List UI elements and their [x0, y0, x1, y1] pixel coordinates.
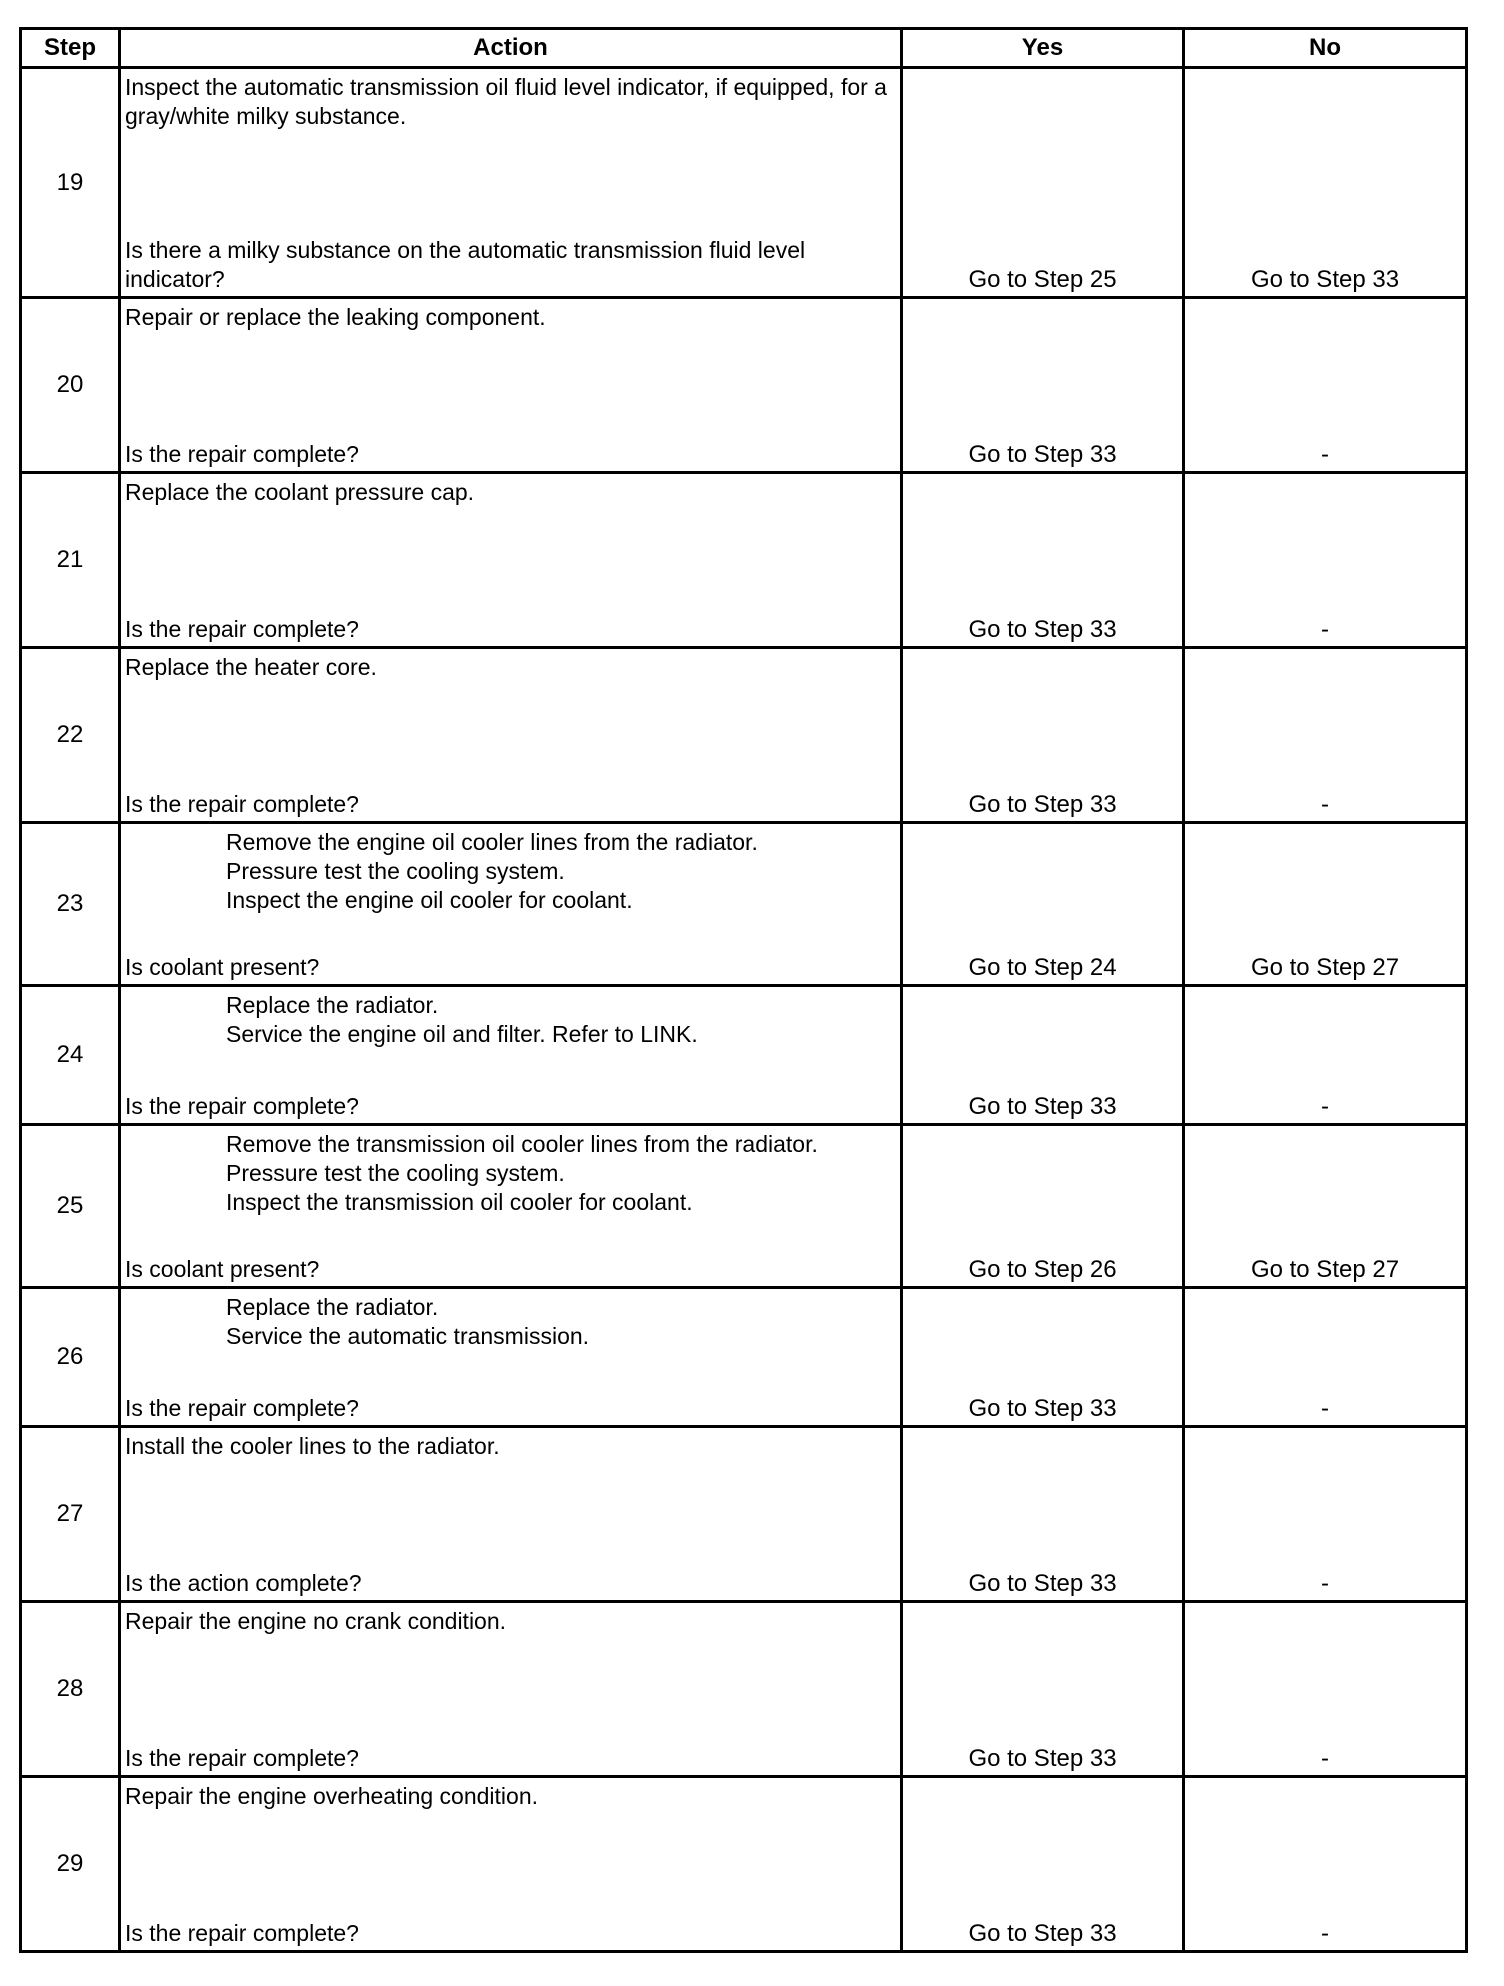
action-question: Is the repair complete? — [125, 441, 359, 467]
step-number: 24 — [21, 986, 120, 1125]
yes-result: Go to Step 26 — [968, 1256, 1117, 1283]
instruction-line: Remove the transmission oil cooler lines from the radiator. — [226, 1131, 818, 1157]
action-cell — [120, 986, 902, 1125]
action-instructions — [125, 653, 894, 682]
instruction-line: Service the engine oil and filter. Refer to LINK. — [226, 1021, 698, 1047]
yes-result: Go to Step 33 — [968, 1570, 1117, 1597]
table-row — [21, 1602, 1467, 1777]
table-row — [21, 1125, 1467, 1288]
yes-cell — [902, 68, 1184, 298]
yes-cell — [902, 1777, 1184, 1952]
action-cell — [120, 1288, 902, 1427]
instruction-line: Replace the radiator. — [226, 1294, 439, 1320]
step-number: 28 — [21, 1602, 120, 1777]
instruction-line: Repair or replace the leaking component. — [125, 304, 546, 330]
no-result: - — [1321, 1395, 1329, 1422]
step-number: 26 — [21, 1288, 120, 1427]
instruction-line: Inspect the engine oil cooler for coolant. — [226, 887, 633, 913]
no-cell — [1184, 1427, 1467, 1602]
yes-cell — [902, 298, 1184, 473]
table-row — [21, 823, 1467, 986]
no-cell — [1184, 986, 1467, 1125]
yes-cell — [902, 1602, 1184, 1777]
header-step: Step — [21, 29, 120, 68]
instruction-line: Remove the engine oil cooler lines from the radiator. — [226, 829, 758, 855]
yes-result: Go to Step 33 — [968, 1395, 1117, 1422]
no-cell — [1184, 1602, 1467, 1777]
instruction-line: Inspect the transmission oil cooler for coolant. — [226, 1189, 693, 1215]
table-row — [21, 986, 1467, 1125]
no-cell — [1184, 473, 1467, 648]
action-cell — [120, 1602, 902, 1777]
yes-result: Go to Step 33 — [968, 441, 1117, 468]
instruction-line: Replace the coolant pressure cap. — [125, 479, 475, 505]
no-result: - — [1321, 791, 1329, 818]
instruction-line: Replace the radiator. — [226, 992, 439, 1018]
diagnostic-table — [19, 27, 1468, 1953]
action-cell — [120, 1427, 902, 1602]
action-instructions — [226, 1130, 894, 1217]
table-row — [21, 648, 1467, 823]
action-question: Is the repair complete? — [125, 1745, 359, 1771]
action-instructions — [125, 303, 894, 332]
no-cell — [1184, 1125, 1467, 1288]
yes-cell — [902, 986, 1184, 1125]
table-row — [21, 68, 1467, 298]
step-number: 23 — [21, 823, 120, 986]
action-instructions — [226, 1293, 894, 1351]
instruction-line: Pressure test the cooling system. — [226, 1160, 565, 1186]
header-yes: Yes — [902, 29, 1184, 68]
action-question: Is the action complete? — [125, 1570, 362, 1596]
no-result: - — [1321, 1570, 1329, 1597]
action-question: Is there a milky substance on the automatic transmission fluid level indicator? — [125, 237, 806, 292]
table-row — [21, 473, 1467, 648]
no-result: - — [1321, 616, 1329, 643]
step-number: 19 — [21, 68, 120, 298]
step-number: 29 — [21, 1777, 120, 1952]
action-cell — [120, 648, 902, 823]
no-cell — [1184, 1777, 1467, 1952]
yes-cell — [902, 1288, 1184, 1427]
action-cell — [120, 298, 902, 473]
instruction-line: Install the cooler lines to the radiator. — [125, 1433, 500, 1459]
header-no: No — [1184, 29, 1467, 68]
step-number: 21 — [21, 473, 120, 648]
action-question: Is the repair complete? — [125, 616, 359, 642]
instruction-line: Service the automatic transmission. — [226, 1323, 590, 1349]
action-cell — [120, 823, 902, 986]
no-cell — [1184, 68, 1467, 298]
action-instructions — [226, 828, 894, 915]
step-number: 25 — [21, 1125, 120, 1288]
instruction-line: Pressure test the cooling system. — [226, 858, 565, 884]
table-row — [21, 1777, 1467, 1952]
action-question: Is coolant present? — [125, 1256, 320, 1282]
no-result: - — [1321, 441, 1329, 468]
no-result: Go to Step 27 — [1250, 954, 1400, 981]
action-question: Is coolant present? — [125, 954, 320, 980]
action-instructions — [226, 991, 894, 1049]
action-instructions — [125, 73, 894, 131]
yes-result: Go to Step 33 — [968, 1745, 1117, 1772]
instruction-line: Repair the engine overheating condition. — [125, 1783, 539, 1809]
action-cell — [120, 68, 902, 298]
step-number: 22 — [21, 648, 120, 823]
no-result: - — [1321, 1745, 1329, 1772]
no-cell — [1184, 298, 1467, 473]
yes-cell — [902, 1427, 1184, 1602]
header-action: Action — [120, 29, 902, 68]
action-instructions — [125, 1432, 894, 1461]
action-cell — [120, 473, 902, 648]
yes-cell — [902, 648, 1184, 823]
action-question: Is the repair complete? — [125, 791, 359, 817]
instruction-line: Repair the engine no crank condition. — [125, 1608, 507, 1634]
no-result: - — [1321, 1093, 1329, 1120]
yes-result: Go to Step 33 — [968, 1920, 1117, 1947]
table-row — [21, 298, 1467, 473]
no-result: Go to Step 27 — [1250, 1256, 1400, 1283]
yes-result: Go to Step 33 — [968, 616, 1117, 643]
action-question: Is the repair complete? — [125, 1093, 359, 1119]
table-row — [21, 1427, 1467, 1602]
action-cell — [120, 1125, 902, 1288]
yes-result: Go to Step 24 — [968, 954, 1117, 981]
step-number: 20 — [21, 298, 120, 473]
action-cell — [120, 1777, 902, 1952]
no-result: Go to Step 33 — [1250, 266, 1400, 293]
header-row — [21, 29, 1467, 68]
yes-cell — [902, 473, 1184, 648]
action-instructions — [125, 1782, 894, 1811]
instruction-line: Replace the heater core. — [125, 654, 377, 680]
yes-cell — [902, 1125, 1184, 1288]
yes-result: Go to Step 33 — [968, 791, 1117, 818]
no-cell — [1184, 1288, 1467, 1427]
step-number: 27 — [21, 1427, 120, 1602]
no-cell — [1184, 648, 1467, 823]
action-question: Is the repair complete? — [125, 1395, 359, 1421]
instruction-line: Inspect the automatic transmission oil fluid level indicator, if equipped, for a gray/white milky substance. — [125, 74, 887, 129]
yes-cell — [902, 823, 1184, 986]
table-row — [21, 1288, 1467, 1427]
no-result: - — [1321, 1920, 1329, 1947]
yes-result: Go to Step 33 — [968, 1093, 1117, 1120]
action-question: Is the repair complete? — [125, 1920, 359, 1946]
action-instructions — [125, 478, 894, 507]
no-cell — [1184, 823, 1467, 986]
action-instructions — [125, 1607, 894, 1636]
yes-result: Go to Step 25 — [968, 266, 1117, 293]
